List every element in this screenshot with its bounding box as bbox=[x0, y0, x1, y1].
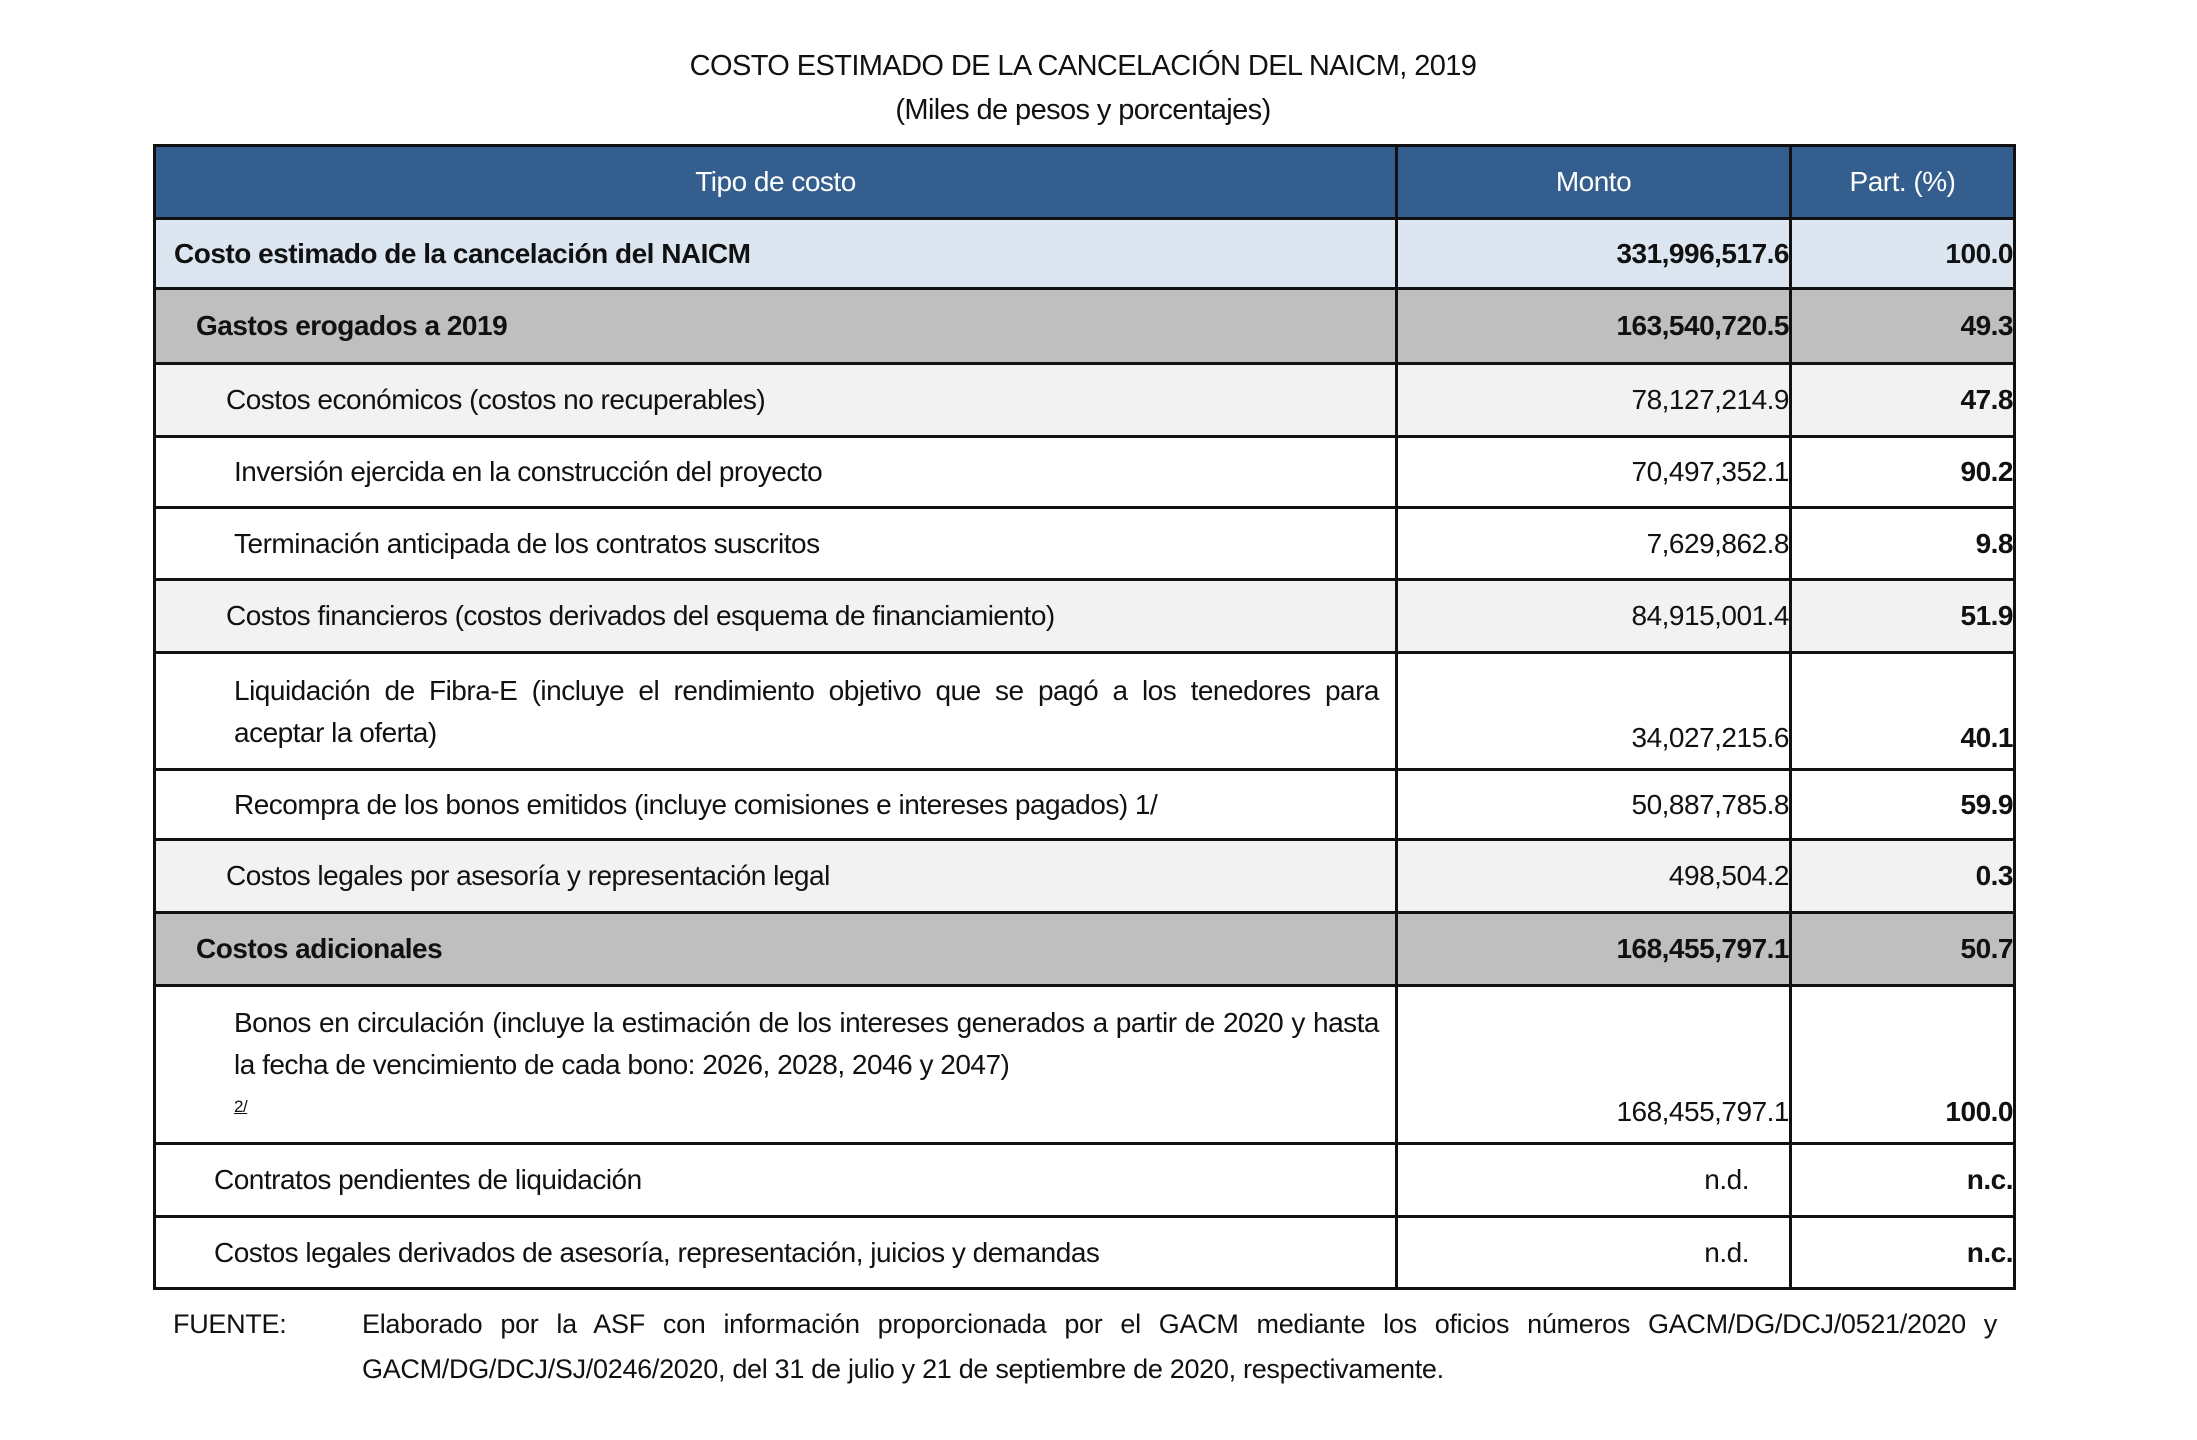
row-part: 51.9 bbox=[1791, 580, 2015, 653]
row-label: Liquidación de Fibra-E (incluye el rendimiento objetivo que se pagó a los tenedores para aceptar la oferta) bbox=[155, 653, 1397, 770]
row-part: 49.3 bbox=[1791, 289, 2015, 364]
row-monto: 498,504.2 bbox=[1397, 840, 1791, 913]
row-part: n.c. bbox=[1791, 1217, 2015, 1289]
row-part: 9.8 bbox=[1791, 508, 2015, 580]
table-row-item bbox=[155, 508, 2015, 580]
table-row-subgroup bbox=[155, 580, 2015, 653]
row-monto: 70,497,352.1 bbox=[1397, 437, 1791, 508]
row-monto: n.d. bbox=[1397, 1144, 1791, 1217]
table-row-item bbox=[155, 437, 2015, 508]
row-label: Contratos pendientes de liquidación bbox=[155, 1144, 1397, 1217]
row-monto: 50,887,785.8 bbox=[1397, 770, 1791, 840]
row-label: Terminación anticipada de los contratos suscritos bbox=[155, 508, 1397, 580]
row-part: 40.1 bbox=[1791, 653, 2015, 770]
header-participacion: Part. (%) bbox=[1791, 146, 2015, 219]
row-part: 100.0 bbox=[1791, 986, 2015, 1144]
table-row-item bbox=[155, 986, 2015, 1144]
table-row-group bbox=[155, 913, 2015, 986]
table-row-subgroup bbox=[155, 364, 2015, 437]
row-label: Costo estimado de la cancelación del NAICM bbox=[155, 219, 1397, 289]
row-monto: n.d. bbox=[1397, 1217, 1791, 1289]
row-monto: 34,027,215.6 bbox=[1397, 653, 1791, 770]
header-tipo-de-costo: Tipo de costo bbox=[155, 146, 1397, 219]
row-label: Costos económicos (costos no recuperables) bbox=[155, 364, 1397, 437]
table-row-item bbox=[155, 1217, 2015, 1289]
row-part: 0.3 bbox=[1791, 840, 2015, 913]
row-monto: 78,127,214.9 bbox=[1397, 364, 1791, 437]
row-part: 100.0 bbox=[1791, 219, 2015, 289]
row-label: Recompra de los bonos emitidos (incluye comisiones e intereses pagados) 1/ bbox=[155, 770, 1397, 840]
footnote-marker: 2/ bbox=[234, 1097, 248, 1116]
row-monto: 168,455,797.1 bbox=[1397, 913, 1791, 986]
row-part: 50.7 bbox=[1791, 913, 2015, 986]
row-label: Costos adicionales bbox=[155, 913, 1397, 986]
row-monto: 168,455,797.1 bbox=[1397, 986, 1791, 1144]
row-label: Costos legales derivados de asesoría, representación, juicios y demandas bbox=[155, 1217, 1397, 1289]
table-row-total bbox=[155, 219, 2015, 289]
row-part: 59.9 bbox=[1791, 770, 2015, 840]
row-monto: 84,915,001.4 bbox=[1397, 580, 1791, 653]
row-part: 90.2 bbox=[1791, 437, 2015, 508]
row-label: Costos financieros (costos derivados del esquema de financiamiento) bbox=[155, 580, 1397, 653]
row-monto: 331,996,517.6 bbox=[1397, 219, 1791, 289]
row-part: n.c. bbox=[1791, 1144, 2015, 1217]
table-subtitle: (Miles de pesos y porcentajes) bbox=[895, 94, 1271, 126]
cost-table bbox=[153, 144, 2016, 1290]
row-monto: 7,629,862.8 bbox=[1397, 508, 1791, 580]
source-text: Elaborado por la ASF con información proporcionada por el GACM mediante los oficios números GACM/DG/DCJ/0521/2020 y GACM/DG/DCJ/SJ/0246/2020, del 31 de julio y 21 de septiembre de 2020, respectivamente. bbox=[362, 1309, 1997, 1384]
row-label: Inversión ejercida en la construcción del proyecto bbox=[155, 437, 1397, 508]
row-label bbox=[155, 986, 1397, 1144]
table-header-row bbox=[155, 146, 2015, 219]
table-row-subgroup bbox=[155, 840, 2015, 913]
row-monto: 163,540,720.5 bbox=[1397, 289, 1791, 364]
row-label: Gastos erogados a 2019 bbox=[155, 289, 1397, 364]
row-part: 47.8 bbox=[1791, 364, 2015, 437]
table-row-group bbox=[155, 289, 2015, 364]
row-label-text: Bonos en circulación (incluye la estimación de los intereses generados a partir de 2020 y hasta la fecha de vencimiento de cada bono: 2026, 2028, 2046 y 2047) bbox=[234, 1007, 1379, 1080]
row-label: Costos legales por asesoría y representación legal bbox=[155, 840, 1397, 913]
table-row-item bbox=[155, 653, 2015, 770]
table-row-item bbox=[155, 1144, 2015, 1217]
table-title: COSTO ESTIMADO DE LA CANCELACIÓN DEL NAICM, 2019 bbox=[689, 50, 1477, 82]
table-row-item bbox=[155, 770, 2015, 840]
source-label: FUENTE: bbox=[173, 1309, 287, 1339]
header-monto: Monto bbox=[1397, 146, 1791, 219]
